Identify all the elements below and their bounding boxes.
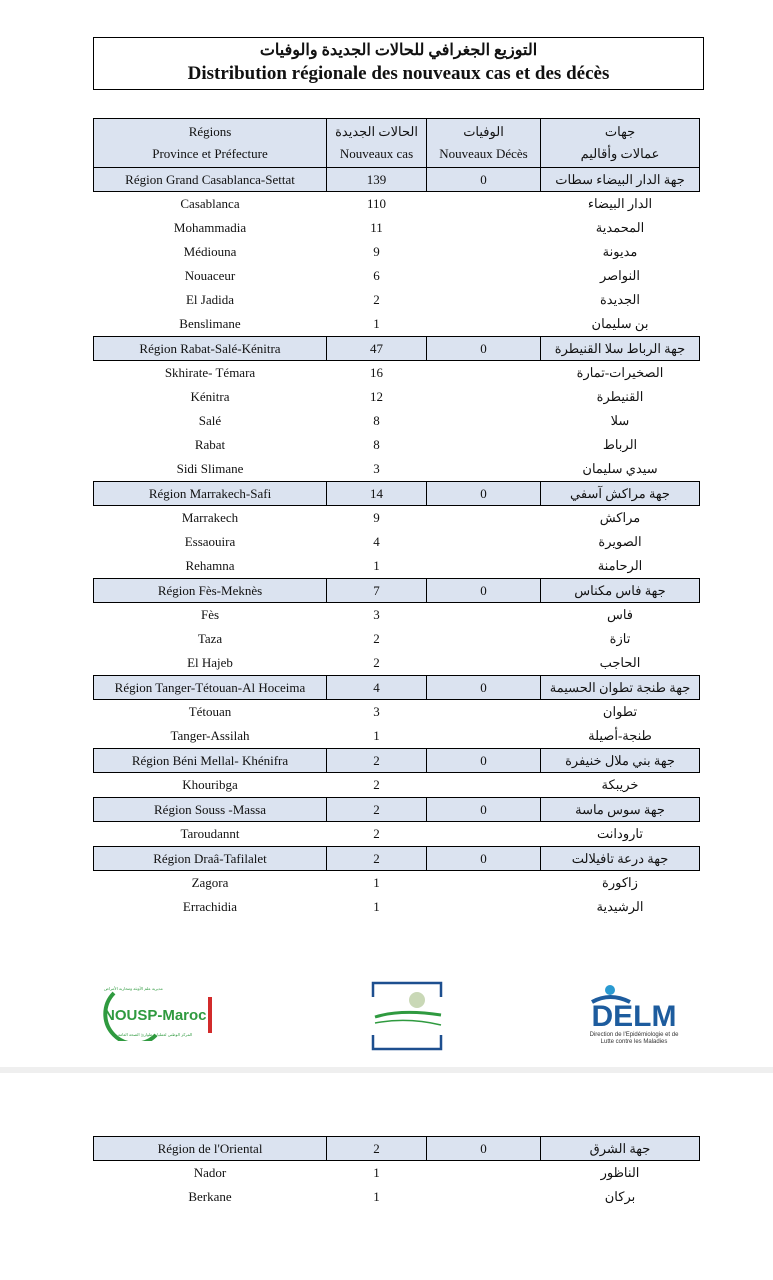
new-cases-cell: 16: [370, 365, 383, 380]
region-name-cell: Région Grand Casablanca-Settat: [94, 168, 327, 192]
new-cases-cell: 2: [327, 749, 427, 773]
region-name-arabic-cell: جهة فاس مكناس: [541, 579, 700, 603]
nousp-logo-graphic: [96, 983, 218, 1041]
header-cases-arabic: الحالات الجديدة: [335, 124, 418, 139]
province-name-cell: Khouribga: [182, 777, 238, 792]
province-name-arabic-cell: الرباط: [602, 437, 638, 452]
province-row: [94, 1161, 700, 1186]
region-name-arabic-cell: جهة طنجة تطوان الحسيمة: [541, 676, 700, 700]
region-name-cell: Région Draâ-Tafilalet: [94, 847, 327, 871]
new-cases-cell: 2: [373, 631, 380, 646]
new-cases-cell: 1: [373, 316, 380, 331]
province-name-cell: Mohammadia: [173, 220, 247, 235]
new-cases-cell: 2: [327, 1137, 427, 1161]
province-name-cell: Médiouna: [183, 244, 237, 259]
header-province-label: Province et Préfecture: [152, 146, 268, 161]
region-row: [94, 798, 700, 822]
header-regions-label: Régions: [188, 124, 232, 139]
province-row: [94, 433, 700, 457]
province-name-arabic-cell: مديونة: [602, 244, 638, 259]
new-cases-cell: 14: [327, 482, 427, 506]
new-deaths-cell: [427, 627, 541, 651]
province-name-arabic-cell: الرشيدية: [596, 899, 644, 914]
region-name-cell: Région Tanger-Tétouan-Al Hoceima: [94, 676, 327, 700]
new-deaths-cell: 0: [427, 168, 541, 192]
new-cases-cell: 139: [327, 168, 427, 192]
new-deaths-cell: [427, 409, 541, 433]
new-cases-cell: 8: [373, 413, 380, 428]
province-name-arabic-cell: مراكش: [599, 510, 641, 525]
new-cases-cell: 9: [373, 244, 380, 259]
header-regions-arabic-line2: عمالات وأقاليم: [580, 146, 660, 161]
province-row: [94, 361, 700, 386]
new-cases-cell: 4: [373, 534, 380, 549]
delm-person-icon: [586, 984, 682, 1004]
new-cases-cell: 11: [370, 220, 383, 235]
new-cases-cell: 1: [373, 875, 380, 890]
new-deaths-cell: 0: [427, 579, 541, 603]
region-name-cell: Région Rabat-Salé-Kénitra: [94, 337, 327, 361]
province-row: [94, 192, 700, 217]
new-cases-cell: 47: [327, 337, 427, 361]
title-arabic: التوزيع الجغرافي للحالات الجديدة والوفيات: [259, 42, 538, 59]
province-name-arabic-cell: الدار البيضاء: [587, 196, 653, 211]
header-cases: [327, 119, 427, 168]
province-name-arabic-cell: سيدي سليمان: [582, 461, 658, 476]
region-name-cell: Région Béni Mellal- Khénifra: [94, 749, 327, 773]
province-name-arabic-cell: الرحامنة: [597, 558, 643, 573]
new-cases-cell: 9: [373, 510, 380, 525]
province-name-arabic-cell: زاكورة: [602, 875, 638, 890]
province-name-cell: Casablanca: [180, 196, 240, 211]
province-name-arabic-cell: الحاجب: [599, 655, 641, 670]
province-row: [94, 724, 700, 749]
province-row: [94, 871, 700, 896]
new-deaths-cell: [427, 192, 541, 217]
region-name-cell: Région Marrakech-Safi: [94, 482, 327, 506]
province-name-cell: Tétouan: [188, 704, 232, 719]
province-name-arabic-cell: الصخيرات-تمارة: [576, 365, 664, 380]
delm-logo: [586, 984, 682, 1046]
province-name-arabic-cell: بركان: [604, 1189, 636, 1204]
province-name-cell: Berkane: [188, 1189, 232, 1204]
new-deaths-cell: [427, 216, 541, 240]
region-name-arabic-cell: جهة مراكش آسفي: [541, 482, 700, 506]
province-row: [94, 822, 700, 847]
new-cases-cell: 7: [327, 579, 427, 603]
province-row: [94, 457, 700, 482]
new-cases-cell: 1: [373, 899, 380, 914]
region-row: [94, 579, 700, 603]
new-cases-cell: 1: [373, 558, 380, 573]
svg-text:المركز الوطني لعمليات طوارئ ال: المركز الوطني لعمليات طوارئ الصحة العامة: [118, 1032, 193, 1037]
new-deaths-cell: [427, 724, 541, 749]
province-row: [94, 506, 700, 531]
province-name-cell: Tanger-Assilah: [170, 728, 250, 743]
region-name-arabic-cell: جهة بني ملال خنيفرة: [541, 749, 700, 773]
distribution-table: [93, 118, 700, 919]
new-cases-cell: 4: [327, 676, 427, 700]
new-deaths-cell: 0: [427, 798, 541, 822]
new-cases-cell: 2: [373, 777, 380, 792]
new-deaths-cell: [427, 506, 541, 531]
new-deaths-cell: [427, 871, 541, 896]
new-deaths-cell: [427, 1161, 541, 1186]
province-name-cell: Errachidia: [182, 899, 238, 914]
new-deaths-cell: 0: [427, 749, 541, 773]
new-cases-cell: 12: [370, 389, 383, 404]
header-regions-arabic-line1: جهات: [604, 124, 636, 139]
new-cases-cell: 1: [373, 1165, 380, 1180]
province-row: [94, 409, 700, 433]
province-name-cell: El Hajeb: [187, 655, 233, 670]
province-name-arabic-cell: تطوان: [602, 704, 638, 719]
header-regions: [94, 119, 327, 168]
province-name-cell: Zagora: [191, 875, 229, 890]
region-row: [94, 1137, 700, 1161]
distribution-table-continued: [93, 1136, 700, 1209]
new-deaths-cell: [427, 895, 541, 919]
province-row: [94, 530, 700, 554]
new-deaths-cell: [427, 1185, 541, 1209]
header-regions-arabic: [541, 119, 700, 168]
region-name-arabic-cell: جهة الرباط سلا القنيطرة: [541, 337, 700, 361]
new-cases-cell: 3: [373, 607, 380, 622]
province-row: [94, 216, 700, 240]
province-name-cell: Salé: [198, 413, 222, 428]
province-name-cell: Sidi Slimane: [176, 461, 244, 476]
province-row: [94, 554, 700, 579]
province-name-cell: Nador: [193, 1165, 227, 1180]
province-row: [94, 651, 700, 676]
title-french: Distribution régionale des nouveaux cas et des décès: [187, 63, 610, 84]
province-row: [94, 288, 700, 312]
province-name-cell: Skhirate- Témara: [164, 365, 256, 380]
region-row: [94, 847, 700, 871]
header-deaths-arabic: الوفيات: [463, 124, 504, 139]
province-name-cell: Essaouira: [184, 534, 236, 549]
province-name-cell: Taza: [197, 631, 223, 646]
province-name-cell: Fès: [200, 607, 220, 622]
new-deaths-cell: [427, 822, 541, 847]
new-cases-cell: 3: [373, 461, 380, 476]
province-row: [94, 627, 700, 651]
delm-logo-subtitle: Direction de l'Epidémiologie et de Lutte contre les Maladies: [589, 1032, 679, 1045]
province-name-arabic-cell: الناظور: [600, 1165, 640, 1180]
province-name-arabic-cell: فاس: [606, 607, 634, 622]
region-name-arabic-cell: جهة الدار البيضاء سطات: [541, 168, 700, 192]
province-name-cell: Marrakech: [181, 510, 239, 525]
nousp-logo: [96, 983, 218, 1041]
province-name-arabic-cell: خريبكة: [601, 777, 639, 792]
new-deaths-cell: [427, 457, 541, 482]
new-cases-cell: 1: [373, 728, 380, 743]
new-deaths-cell: [427, 603, 541, 628]
ministry-emblem-graphic: [371, 981, 443, 1051]
province-row: [94, 240, 700, 264]
new-deaths-cell: [427, 530, 541, 554]
new-cases-cell: 110: [366, 196, 387, 211]
province-name-arabic-cell: المحمدية: [595, 220, 645, 235]
new-deaths-cell: [427, 554, 541, 579]
region-row: [94, 337, 700, 361]
new-cases-cell: 3: [373, 704, 380, 719]
province-row: [94, 1185, 700, 1209]
new-deaths-cell: [427, 385, 541, 409]
table-header: [94, 119, 700, 168]
new-deaths-cell: 0: [427, 1137, 541, 1161]
province-name-arabic-cell: القنيطرة: [596, 389, 644, 404]
new-deaths-cell: [427, 361, 541, 386]
province-name-cell: Rehamna: [185, 558, 235, 573]
region-row: [94, 168, 700, 192]
province-row: [94, 603, 700, 628]
new-deaths-cell: [427, 433, 541, 457]
province-name-arabic-cell: تارودانت: [597, 826, 643, 841]
new-cases-cell: 2: [327, 847, 427, 871]
new-deaths-cell: [427, 240, 541, 264]
province-name-arabic-cell: طنجة-أصيلة: [588, 728, 652, 743]
new-deaths-cell: 0: [427, 482, 541, 506]
new-deaths-cell: [427, 264, 541, 288]
province-row: [94, 773, 700, 798]
province-row: [94, 385, 700, 409]
new-cases-cell: 2: [373, 292, 380, 307]
province-name-cell: El Jadida: [185, 292, 234, 307]
province-name-cell: Kénitra: [190, 389, 230, 404]
new-deaths-cell: [427, 773, 541, 798]
new-cases-cell: 6: [373, 268, 380, 283]
new-deaths-cell: 0: [427, 337, 541, 361]
new-deaths-cell: 0: [427, 676, 541, 700]
region-name-arabic-cell: جهة درعة تافيلالت: [541, 847, 700, 871]
region-name-cell: Région Fès-Meknès: [94, 579, 327, 603]
province-name-cell: Nouaceur: [184, 268, 236, 283]
province-name-arabic-cell: الجديدة: [599, 292, 641, 307]
svg-text:مديرية علم الأوبئة ومحاربة الأ: مديرية علم الأوبئة ومحاربة الأمراض: [104, 986, 163, 991]
province-row: [94, 312, 700, 337]
province-name-arabic-cell: الصويرة: [598, 534, 642, 549]
title-box: [93, 37, 704, 90]
delm-logo-text: DELM: [591, 1000, 677, 1033]
header-deaths-label: Nouveaux Décès: [439, 146, 528, 161]
region-name-arabic-cell: جهة الشرق: [541, 1137, 700, 1161]
header-deaths: [427, 119, 541, 168]
province-name-cell: Rabat: [194, 437, 226, 452]
ministry-emblem: [371, 981, 443, 1051]
new-deaths-cell: [427, 651, 541, 676]
province-row: [94, 895, 700, 919]
province-name-cell: Benslimane: [179, 316, 241, 331]
region-row: [94, 676, 700, 700]
region-name-cell: Région de l'Oriental: [94, 1137, 327, 1161]
province-name-cell: Taroudannt: [180, 826, 240, 841]
province-name-arabic-cell: بن سليمان: [591, 316, 649, 331]
province-row: [94, 264, 700, 288]
province-name-arabic-cell: سلا: [610, 413, 630, 428]
region-row: [94, 749, 700, 773]
new-deaths-cell: [427, 312, 541, 337]
region-name-arabic-cell: جهة سوس ماسة: [541, 798, 700, 822]
province-name-arabic-cell: تازة: [609, 631, 631, 646]
new-cases-cell: 2: [327, 798, 427, 822]
new-cases-cell: 2: [373, 655, 380, 670]
new-deaths-cell: [427, 288, 541, 312]
region-name-cell: Région Souss -Massa: [94, 798, 327, 822]
region-row: [94, 482, 700, 506]
new-deaths-cell: 0: [427, 847, 541, 871]
new-cases-cell: 8: [373, 437, 380, 452]
new-cases-cell: 1: [373, 1189, 380, 1204]
header-cases-label: Nouveaux cas: [339, 146, 414, 161]
new-deaths-cell: [427, 700, 541, 725]
page-two: [0, 1073, 773, 1280]
province-row: [94, 700, 700, 725]
province-name-arabic-cell: النواصر: [599, 268, 641, 283]
new-cases-cell: 2: [373, 826, 380, 841]
nousp-logo-text: NOUSP-Maroc: [104, 1007, 207, 1024]
